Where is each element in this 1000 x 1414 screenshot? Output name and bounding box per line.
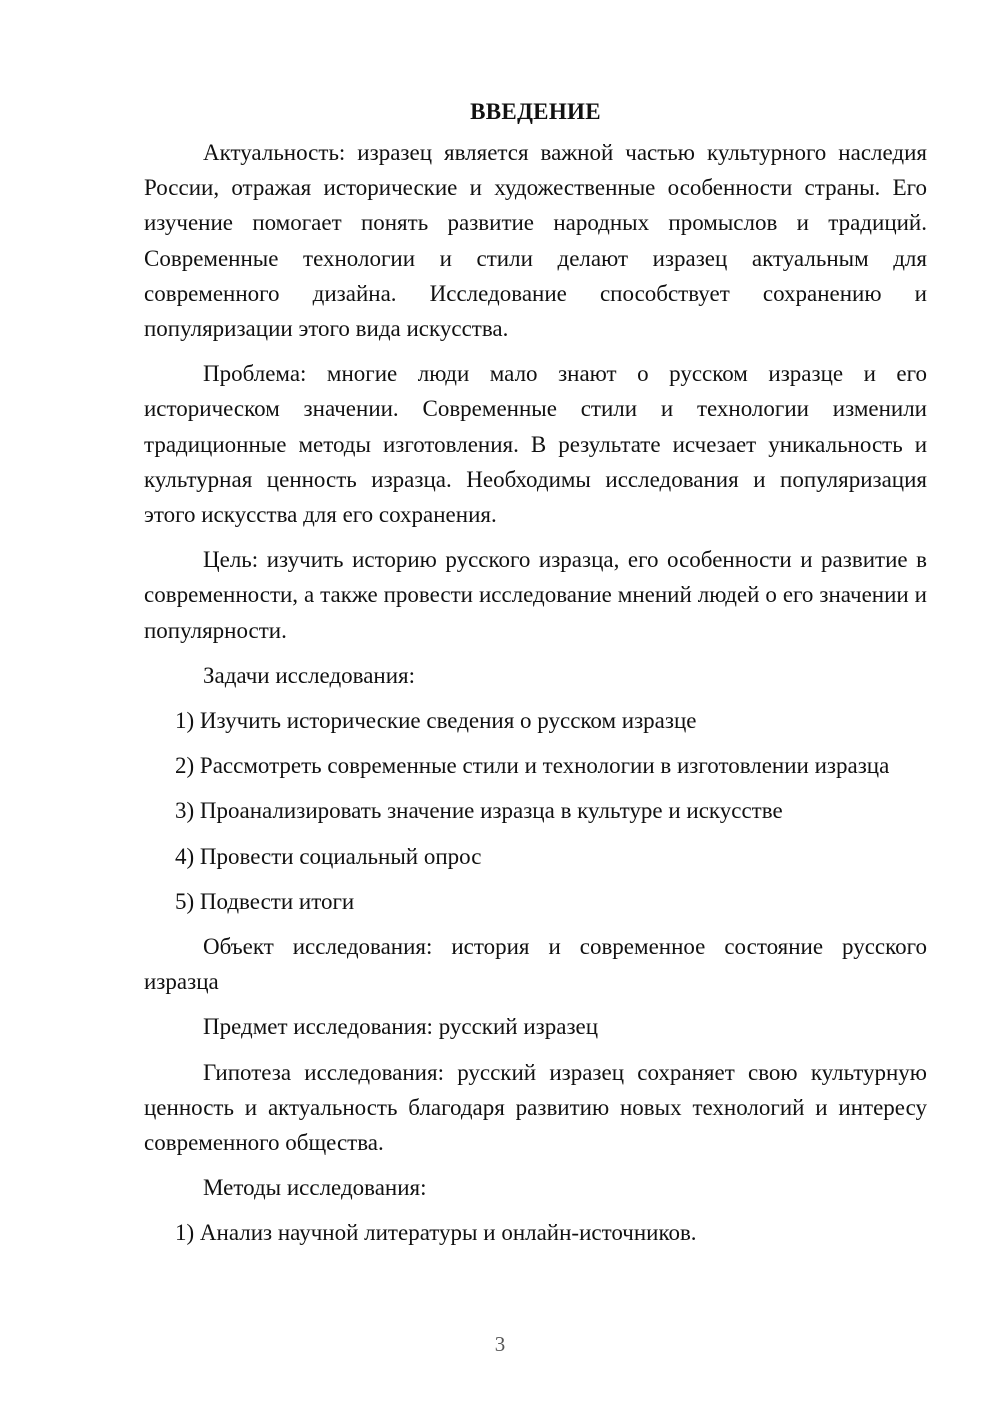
page-title: ВВЕДЕНИЕ [470,99,601,124]
problem-paragraph: Проблема: многие люди мало знают о русском изразце и его историческом значении. Современные стили и технологии изменили традиционные методы изготовления. В результате исчезает уникальность и культурная ценность изразца. Необходимы исследования и популяризация этого искусства для его сохранения. [144,361,927,528]
hypothesis-paragraph: Гипотеза исследования: русский изразец сохраняет свою культурную ценность и актуальность благодаря развитию новых технологий и интересу современного общества. [144,1059,927,1156]
page-number: 3 [494,1332,506,1356]
task-item-4: 4) Провести социальный опрос [175,843,482,869]
subject-paragraph: Предмет исследования: русский изразец [203,1014,599,1040]
goal-paragraph: Цель: изучить историю русского изразца, его особенности и развитие в современности, а также провести исследование мнений людей о его значении и популярности. [144,547,927,643]
methods-heading: Методы исследования: [203,1175,427,1201]
task-item-1: 1) Изучить исторические сведения о русском изразце [175,708,697,734]
method-item-1: 1) Анализ научной литературы и онлайн-источников. [175,1220,697,1246]
object-paragraph: Объект исследования: история и современное состояние русского изразца [144,934,927,995]
tasks-heading: Задачи исследования: [203,662,416,688]
relevance-paragraph: Актуальность: изразец является важной частью культурного наследия России, отражая исторические и художественные особенности страны. Его изучение помогает понять развитие народных промыслов и традиций. Современные технологии и стили делают изразец актуальным для современного дизайна. Исследование способствует сохранению и популяризации этого вида искусства. [144,140,927,342]
task-item-2: 2) Рассмотреть современные стили и технологии в изготовлении изразца [175,753,890,779]
task-item-3: 3) Проанализировать значение изразца в культуре и искусстве [175,798,783,824]
task-item-5: 5) Подвести итоги [175,888,355,914]
